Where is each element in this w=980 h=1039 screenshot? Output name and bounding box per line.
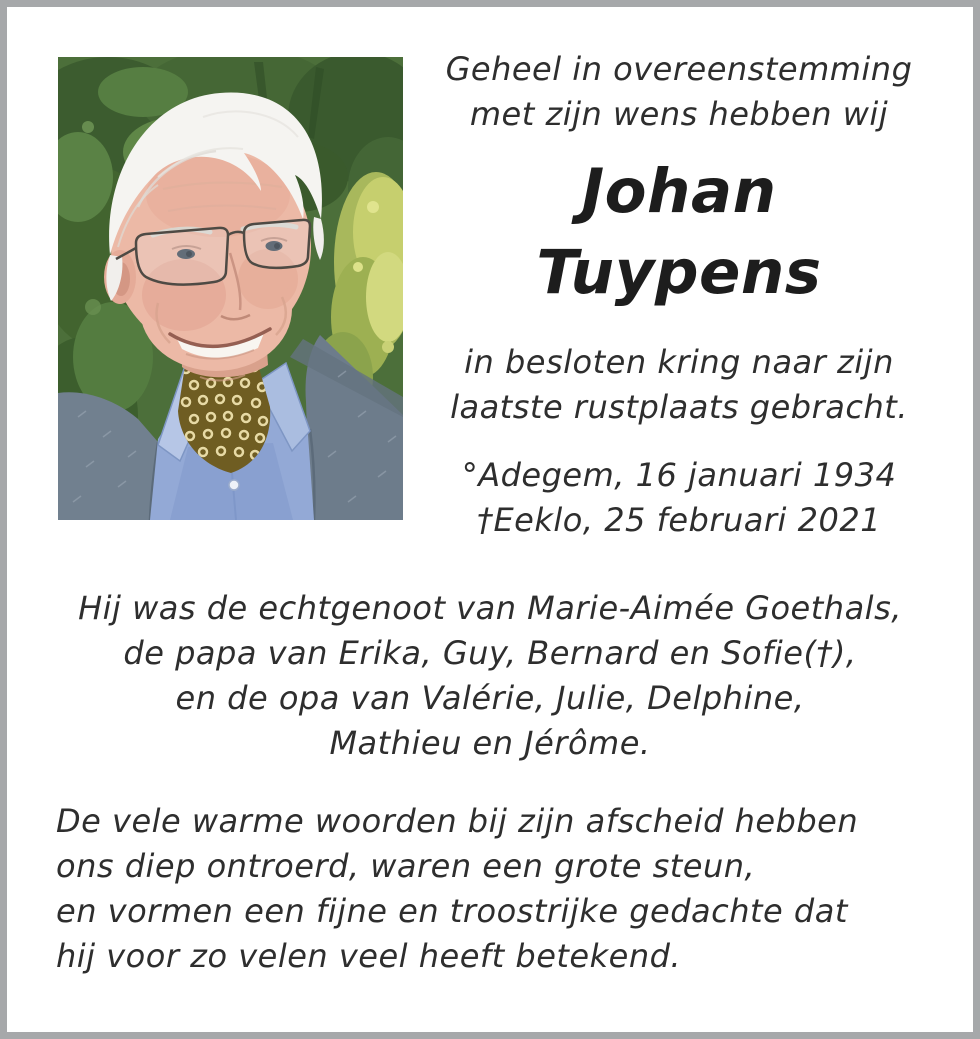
burial-line-2: laatste rustplaats gebracht. bbox=[450, 388, 908, 426]
family-line: en de opa van Valérie, Julie, Delphine, bbox=[175, 679, 805, 717]
deceased-first-name: Johan bbox=[581, 156, 777, 227]
burial-block bbox=[405, 340, 953, 430]
deceased-last-name: Tuypens bbox=[536, 237, 822, 308]
closing-line: hij voor zo velen veel heeft betekend. bbox=[56, 937, 682, 975]
portrait-photo bbox=[58, 57, 403, 520]
closing-line: ons diep ontroerd, waren een grote steun, bbox=[56, 847, 756, 885]
closing-line: De vele warme woorden bij zijn afscheid hebben bbox=[56, 802, 859, 840]
intro-line-1: Geheel in overeenstemming bbox=[445, 50, 913, 88]
deceased-name bbox=[405, 151, 953, 313]
announcement-block bbox=[405, 47, 953, 543]
birth-date-line: °Adegem, 16 januari 1934 bbox=[461, 456, 897, 494]
family-line: de papa van Erika, Guy, Bernard en Sofie(†), bbox=[123, 634, 857, 672]
family-paragraph bbox=[7, 586, 973, 766]
life-dates bbox=[405, 453, 953, 543]
family-line: Hij was de echtgenoot van Marie-Aimée Goethals, bbox=[78, 589, 902, 627]
family-line: Mathieu en Jérôme. bbox=[329, 724, 651, 762]
intro-line-2: met zijn wens hebben wij bbox=[469, 95, 889, 133]
closing-paragraph bbox=[56, 799, 946, 979]
death-date-line: †Eeklo, 25 februari 2021 bbox=[476, 501, 882, 539]
burial-line-1: in besloten kring naar zijn bbox=[464, 343, 894, 381]
closing-line: en vormen een fijne en troostrijke gedachte dat bbox=[56, 892, 848, 930]
intro-block bbox=[405, 47, 953, 137]
